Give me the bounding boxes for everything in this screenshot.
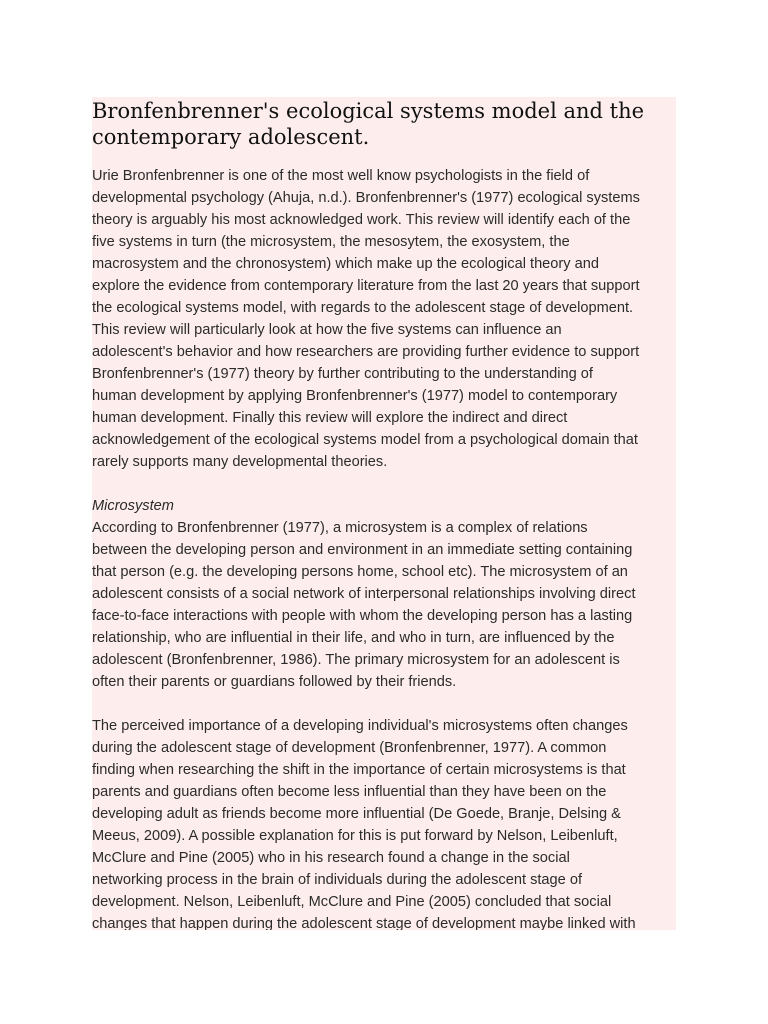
text-line: parents and guardians often become less influential than they have been on the bbox=[92, 784, 607, 800]
text-line: Urie Bronfenbrenner is one of the most well know psychologists in the field of bbox=[92, 168, 590, 184]
text-line: five systems in turn (the microsystem, the mesosytem, the exosystem, the bbox=[92, 234, 570, 250]
microsystem-heading: Microsystem bbox=[92, 498, 174, 514]
text-line: macrosystem and the chronosystem) which make up the ecological theory and bbox=[92, 256, 599, 272]
text-line: networking process in the brain of individuals during the adolescent stage of bbox=[92, 872, 583, 888]
text-line: face-to-face interactions with people with whom the developing person has a lasting bbox=[92, 608, 633, 624]
paragraph-gap bbox=[92, 693, 676, 715]
text-line: often their parents or guardians followed by their friends. bbox=[92, 674, 457, 690]
text-line: human development by applying Bronfenbrenner's (1977) model to contemporary bbox=[92, 388, 618, 404]
text-line: during the adolescent stage of development (Bronfenbrenner, 1977). A common bbox=[92, 740, 607, 756]
text-line: development. Nelson, Leibenluft, McClure and Pine (2005) concluded that social bbox=[92, 894, 612, 910]
intro-paragraph bbox=[92, 165, 676, 473]
text-line: changes that happen during the adolescent stage of development maybe linked with bbox=[92, 916, 636, 930]
text-line: theory is arguably his most acknowledged work. This review will identify each of the bbox=[92, 212, 631, 228]
text-line: adolescent's behavior and how researchers are providing further evidence to support bbox=[92, 344, 640, 360]
text-line: that person (e.g. the developing persons home, school etc). The microsystem of an bbox=[92, 564, 628, 580]
text-line: This review will particularly look at how the five systems can influence an bbox=[92, 322, 562, 338]
paragraph-gap bbox=[92, 473, 676, 495]
text-line: The perceived importance of a developing individual's microsystems often changes bbox=[92, 718, 628, 734]
text-line: adolescent (Bronfenbrenner, 1986). The primary microsystem for an adolescent is bbox=[92, 652, 620, 668]
text-line: rarely supports many developmental theories. bbox=[92, 454, 388, 470]
title-line: Bronfenbrenner's ecological systems model and the bbox=[92, 99, 645, 123]
text-line: relationship, who are influential in their life, and who in turn, are influenced by the bbox=[92, 630, 615, 646]
microsystem-paragraph-2 bbox=[92, 715, 676, 930]
document-page bbox=[92, 97, 676, 930]
text-line: the ecological systems model, with regards to the adolescent stage of development. bbox=[92, 300, 634, 316]
text-line: acknowledgement of the ecological systems model from a psychological domain that bbox=[92, 432, 638, 448]
text-line: between the developing person and environment in an immediate setting containing bbox=[92, 542, 633, 558]
text-line: Meeus, 2009). A possible explanation for this is put forward by Nelson, Leibenluft, bbox=[92, 828, 618, 844]
text-line: McClure and Pine (2005) who in his research found a change in the social bbox=[92, 850, 570, 866]
text-line: developing adult as friends become more influential (De Goede, Branje, Delsing & bbox=[92, 806, 621, 822]
text-line: human development. Finally this review will explore the indirect and direct bbox=[92, 410, 568, 426]
document-body bbox=[92, 165, 676, 930]
document-title bbox=[92, 97, 676, 150]
text-line: adolescent consists of a social network of interpersonal relationships involving direct bbox=[92, 586, 636, 602]
text-line: explore the evidence from contemporary literature from the last 20 years that support bbox=[92, 278, 640, 294]
text-line: finding when researching the shift in the importance of certain microsystems is that bbox=[92, 762, 626, 778]
title-line: contemporary adolescent. bbox=[92, 125, 370, 149]
text-line: According to Bronfenbrenner (1977), a microsystem is a complex of relations bbox=[92, 520, 588, 536]
text-line: Bronfenbrenner's (1977) theory by further contributing to the understanding of bbox=[92, 366, 593, 382]
text-line: developmental psychology (Ahuja, n.d.). Bronfenbrenner's (1977) ecological systems bbox=[92, 190, 640, 206]
microsystem-paragraph-1 bbox=[92, 517, 676, 693]
